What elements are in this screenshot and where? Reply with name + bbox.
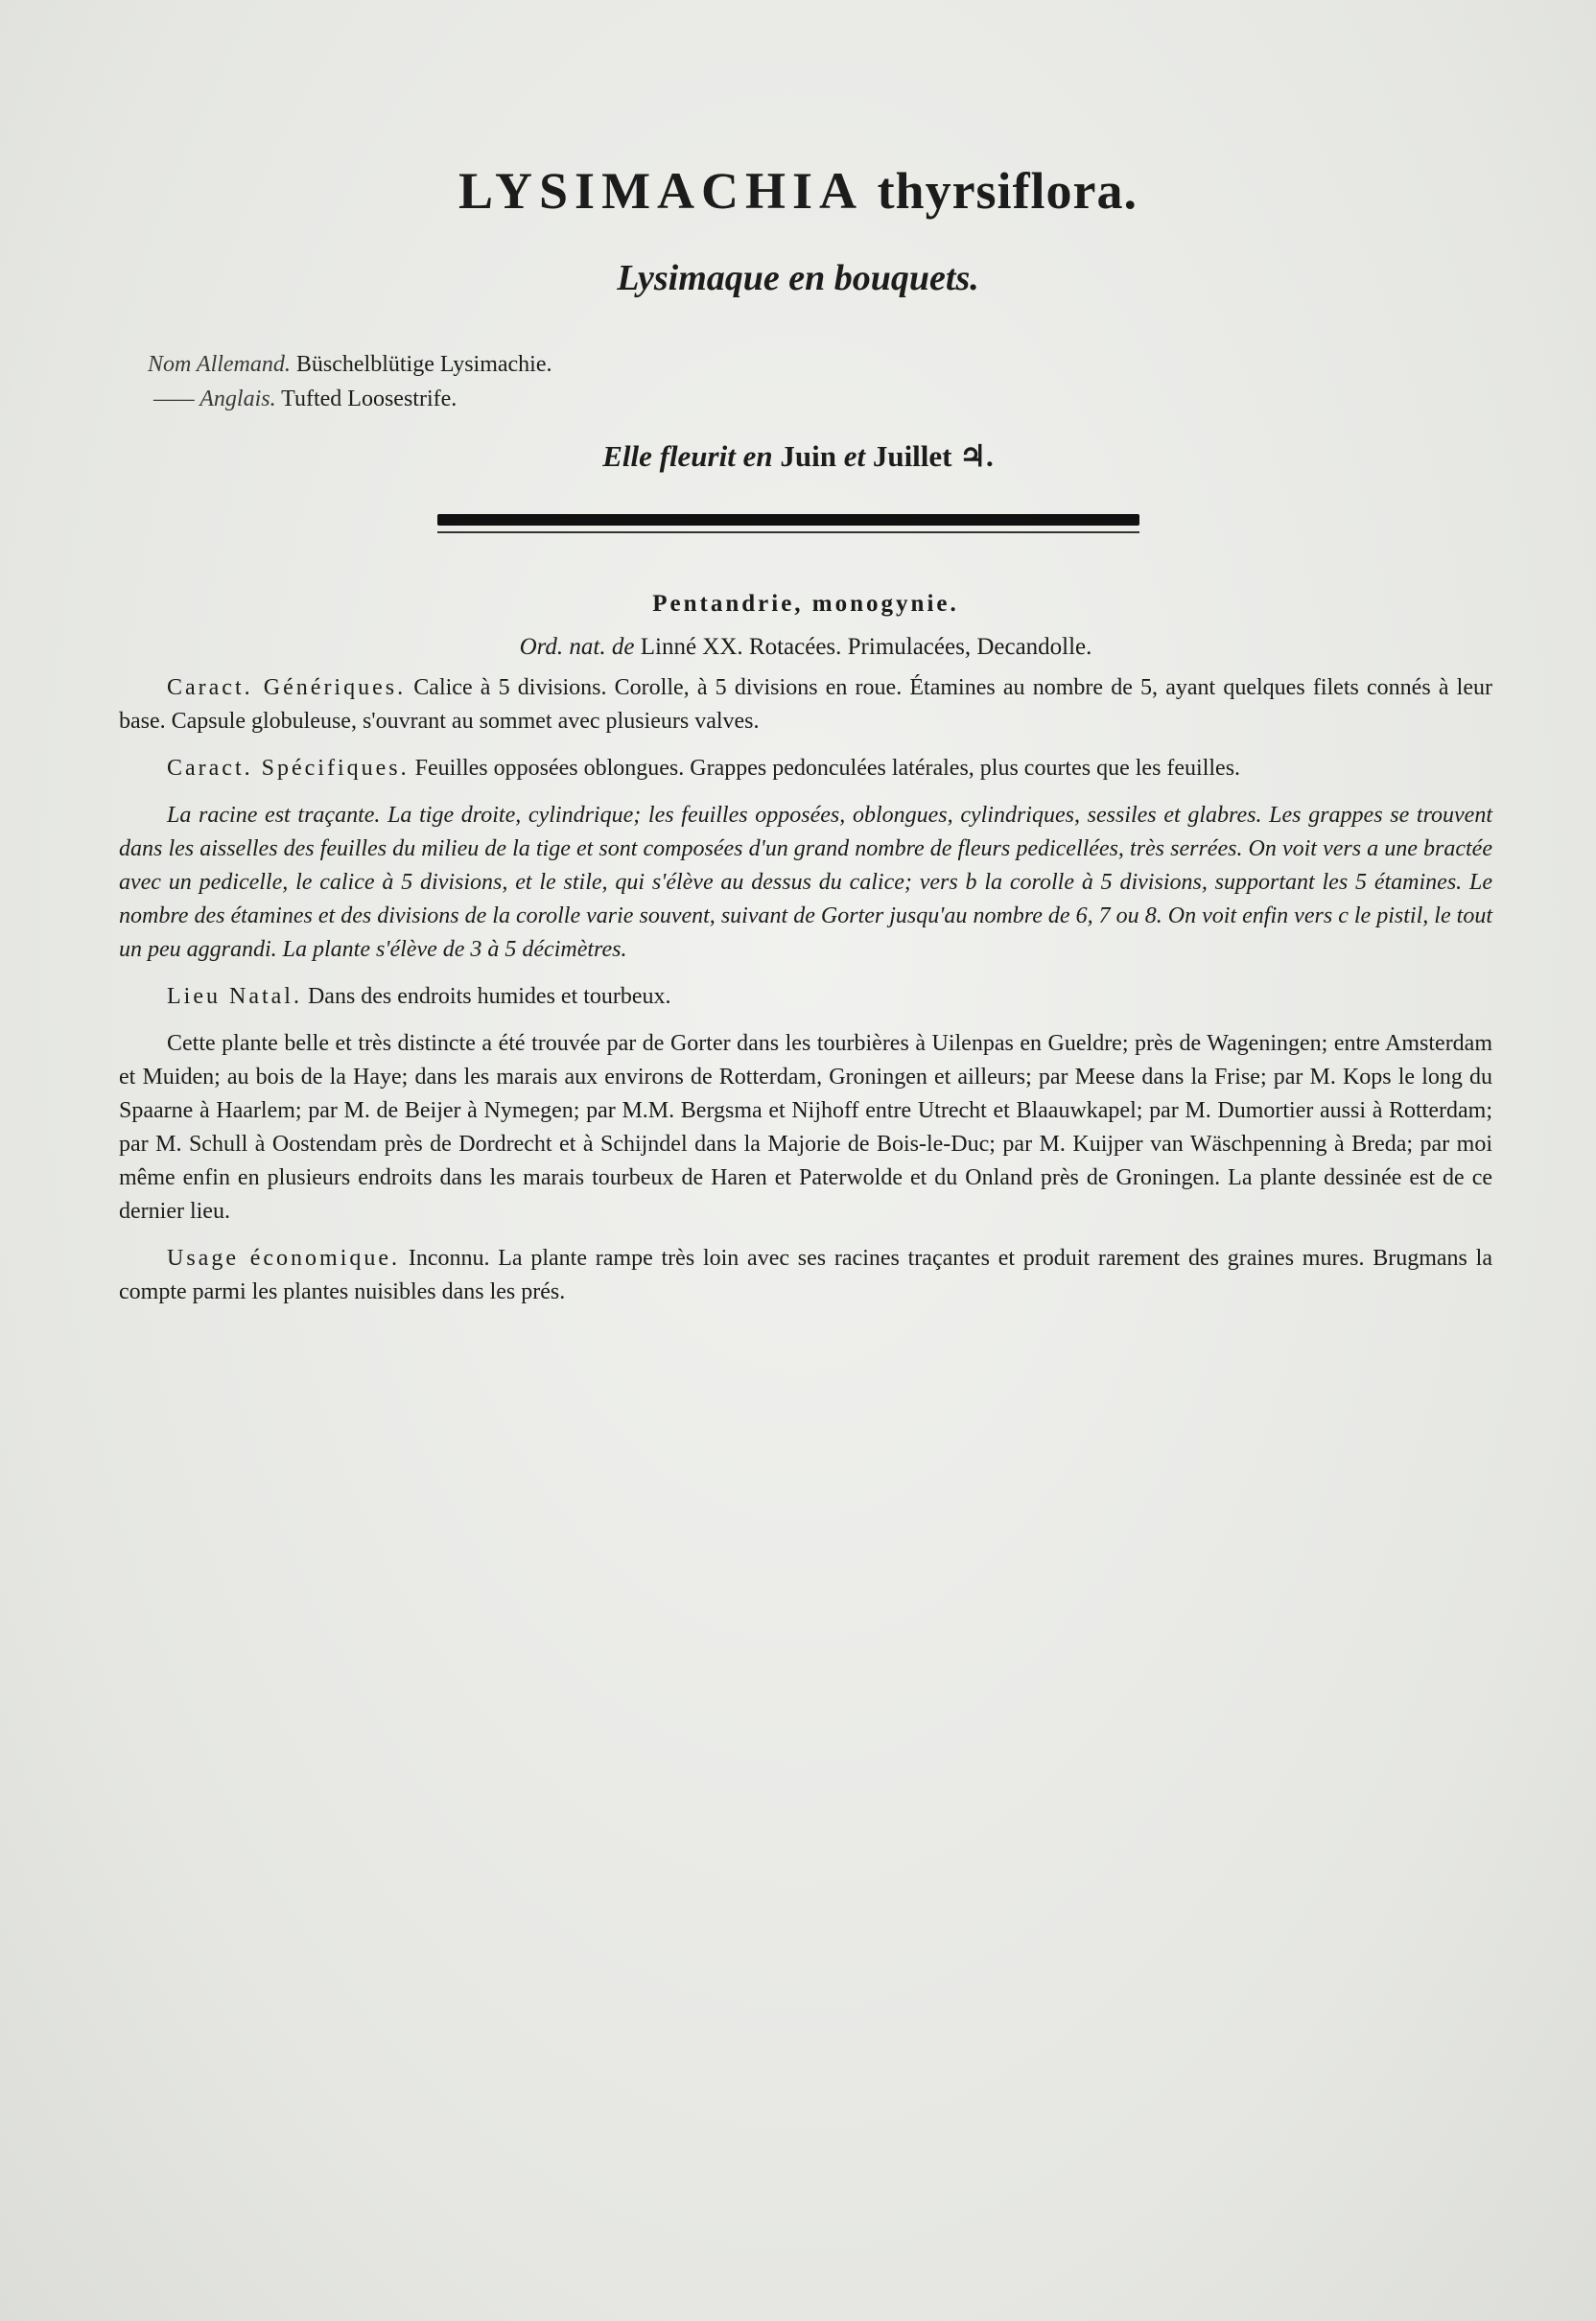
perennial-symbol: ♃. <box>959 439 994 473</box>
flowering-prefix: Elle fleurit en <box>602 439 773 473</box>
habitat-text: Dans des endroits humides et tourbeux. <box>307 984 671 1009</box>
french-name: Lysimaque en bouquets. <box>617 258 979 298</box>
common-names <box>148 347 552 416</box>
flowering-month1: Juin <box>780 439 836 473</box>
usage-text: Inconnu. La plante rampe très loin avec ses racines traçantes et produit rarement des graines mures. Brugmans la compte parmi les plantes nuisibles dans les prés. <box>119 1246 1492 1304</box>
natural-order-text: Linné XX. Rotacées. Primulacées, Decandolle. <box>640 634 1092 660</box>
habitat-label: Lieu Natal. <box>167 984 302 1009</box>
specific-characters <box>119 752 1492 785</box>
locations: Cette plante belle et très distincte a été trouvée par de Gorter dans les tourbières à Uilenpas en Gueldre; près de Wageningen; entre Amsterdam et Muiden; au bois de la Haye; dans les marais aux environs de Rotterdam, Groningen et ailleurs; par Meese dans la Frise; par M. Kops le long du Spaarne à Haarlem; par M. de Beijer à Nymegen; par M.M. Bergsma et Nijhoff entre Utrecht et Blaauwkapel; par M. Dumortier aussi à Rotterdam; par M. Schull à Oostendam près de Dordrecht et à Schijndel dans la Majorie de Bois-le-Duc; par M. Kuijper van Wäschpenning à Breda; par moi même enfin en plusieurs endroits dans les marais tourbeux de Haren et Paterwolde et du Onland près de Groningen. La plante dessinée est de ce dernier lieu. <box>119 1031 1492 1224</box>
main-text <box>119 587 1492 1323</box>
natural-order-prefix: Ord. nat. de <box>519 634 635 660</box>
divider-rule <box>437 514 1139 526</box>
habitat <box>119 980 1492 1014</box>
german-label: Nom Allemand. <box>148 352 291 377</box>
species-name: thyrsiflora. <box>877 162 1138 220</box>
german-name-row <box>148 347 552 382</box>
generic-characters <box>119 671 1492 738</box>
generic-text: Calice à 5 divisions. Corolle, à 5 divisions en roue. Étamines au nombre de 5, ayant quelques filets connés à leur base. Capsule globuleuse, s'ouvrant au sommet avec plusieurs valves. <box>119 675 1492 734</box>
flowering-month2: Juillet <box>872 439 952 473</box>
description: La racine est traçante. La tige droite, cylindrique; les feuilles opposées, oblongues, cylindriques, sessiles et glabres. Les grappes se trouvent dans les aisselles des feuilles du milieu de la tige et sont composées d'un grand nombre de fleurs pedicellées, très serrées. On voit vers a une bractée avec un pedicelle, le calice à 5 divisions, et le stile, qui s'élève au dessus du calice; vers b la corolle à 5 divisions, supportant les 5 étamines. Le nombre des étamines et des divisions de la corolle varie souvent, suivant de Gorter jusqu'au nombre de 6, 7 ou 8. On voit enfin vers c le pistil, le tout un peu aggrandi. La plante s'élève de 3 à 5 décimètres. <box>119 803 1492 962</box>
page-title <box>0 161 1596 221</box>
flowering-conj: et <box>843 439 866 473</box>
specific-label: Caract. Spécifiques. <box>167 756 410 781</box>
natural-order <box>119 630 1492 664</box>
english-label: —— Anglais. <box>153 387 276 411</box>
english-name: Tufted Loosestrife. <box>281 387 458 411</box>
specific-text: Feuilles opposées oblongues. Grappes pedonculées latérales, plus courtes que les feuilles. <box>414 756 1241 781</box>
german-name: Büschelblütige Lysimachie. <box>295 352 552 377</box>
linnaean-class: Pentandrie, monogynie. <box>652 591 959 617</box>
generic-label: Caract. Génériques. <box>167 675 407 700</box>
economic-use <box>119 1242 1492 1309</box>
flowering-line <box>0 439 1596 474</box>
genus-name: LYSIMACHIA <box>458 162 864 220</box>
english-name-row <box>148 382 552 416</box>
divider-rule-thin <box>437 531 1139 533</box>
usage-label: Usage économique. <box>167 1246 401 1271</box>
